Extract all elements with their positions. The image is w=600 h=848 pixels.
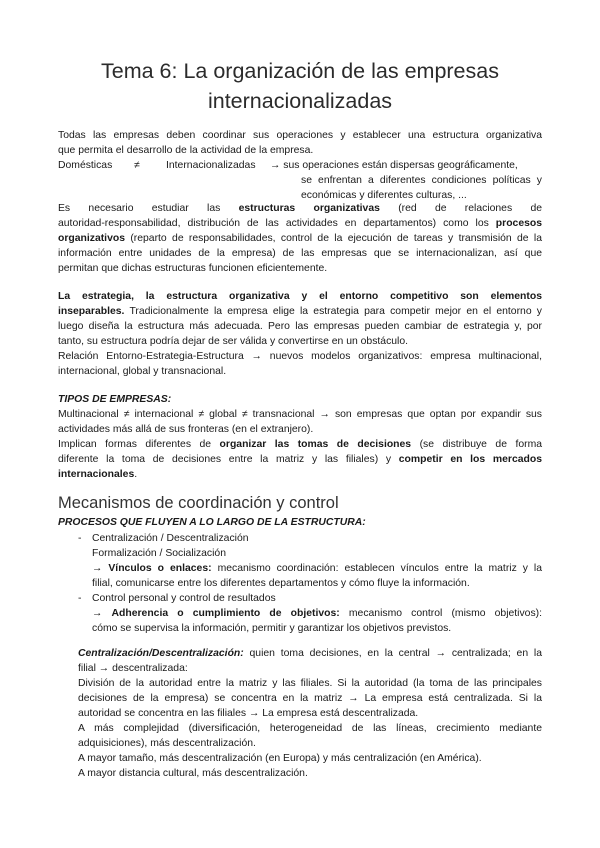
tipos-heading: TIPOS DE EMPRESAS: [58, 394, 172, 405]
bullet1-line-1: Centralización / Descentralización [92, 533, 249, 544]
tipos-line-4: diferente la toma de decisiones entre la matriz y las filiales) y competir en los mercados [58, 454, 542, 465]
central-line-2: filial → descentralizada: [78, 663, 188, 674]
para3-line-5: Relación Entorno-Estrategia-Estructura → nuevos modelos organizativos: empresa multinacional, [58, 351, 542, 362]
para3-line-4: tanto, su estructura podría dejar de ser válida y convertirse en un obstáculo. [58, 336, 409, 347]
mecanismos-heading: Mecanismos de coordinación y control [58, 494, 339, 512]
central-line-6: A más complejidad (diversificación, heterogeneidad de las líneas, crecimiento mediante [78, 723, 542, 734]
central-line-8: A mayor tamaño, más descentralización (en Europa) y más centralización (en América). [78, 753, 482, 764]
tipos-line-5: internacionales. [58, 469, 138, 480]
para2-line-1: Es necesario estudiar las estructuras organizativas (red de relaciones de [58, 203, 543, 214]
central-line-7: adquisiciones), más descentralización. [78, 738, 256, 749]
bullet1-line-2: Formalización / Socialización [92, 548, 226, 559]
bullet2-line-3: cómo se supervisa la información, permitir y garantizar los objetivos previstos. [92, 623, 452, 634]
central-line-9: A mayor distancia cultural, más descentralización. [78, 768, 308, 779]
title-line-1: Tema 6: La organización de las empresas [101, 59, 499, 83]
para3-line-2: inseparables. Tradicionalmente la empresa elige la estrategia para competir mejor en el entorno y [58, 306, 542, 317]
bullet1-line-3: → Vínculos o enlaces: mecanismo coordinación: establecen vínculos entre la matriz y la [92, 563, 543, 574]
bullet2-line-1: Control personal y control de resultados [92, 593, 276, 604]
internacionalizadas-desc-1: → sus operaciones están dispersas geográficamente, [270, 160, 518, 171]
page-title [58, 56, 542, 116]
bullet-dash-2: - [78, 593, 82, 604]
tipos-line-3: Implican formas diferentes de organizar las tomas de decisiones (se distribuye de forma [58, 439, 543, 450]
para2-line-2: autoridad-responsabilidad, distribución de las actividades en departamentos) como los procesos [58, 218, 542, 229]
neq-symbol: ≠ [134, 160, 140, 171]
central-line-5: autoridad se concentra en las filiales → La empresa está descentralizada. [78, 708, 419, 719]
internacionalizadas-label: Internacionalizadas [166, 160, 256, 171]
intro-line-2: que permita el desarrollo de la actividad de la empresa. [58, 145, 314, 156]
bullet1-line-4: filial, comunicarse entre los diferentes departamentos y cómo fluye la información. [92, 578, 470, 589]
para3-line-1: La estrategia, la estructura organizativa y el entorno competitivo son elementos [58, 291, 542, 302]
title-line-2: internacionalizadas [207, 89, 393, 113]
para3-line-6: internacional, global y transnacional. [58, 366, 227, 377]
bullet-dash-1: - [78, 533, 82, 544]
tipos-line-1: Multinacional ≠ internacional ≠ global ≠ transnacional → son empresas que optan por expandir sus [58, 409, 542, 420]
intro-line-1: Todas las empresas deben coordinar sus operaciones y establecer una estructura organizativa [58, 130, 542, 141]
para2-line-4: información entre unidades de la empresa) de las empresas que se internacionalizan, así que [58, 248, 542, 259]
para2-line-5: permitan que dichas estructuras funcionen eficientemente. [58, 263, 328, 274]
para2-line-3: organizativos (reparto de responsabilidades, control de la ejecución de tareas y transmisión de la [58, 233, 542, 244]
domesticas-label: Domésticas [58, 160, 113, 171]
tipos-line-2: actividades más allá de sus fronteras (en el extranjero). [58, 424, 314, 435]
central-line-4: decisiones de la empresa) se concentra en la matriz → La empresa está centralizada. Si la [78, 693, 542, 704]
para3-line-3: luego diseña la estructura más adecuada. Pero las empresas pueden cambiar de estrategia y, por [58, 321, 542, 332]
internacionalizadas-desc-3: económicas y diferentes culturas, ... [301, 190, 467, 201]
central-line-1: Centralización/Descentralización: quien toma decisiones, en la central → centralizada; en la [78, 648, 542, 659]
bullet2-line-2: → Adherencia o cumplimiento de objetivos: mecanismo control (mismo objetivos): [92, 608, 543, 619]
central-line-3: División de la autoridad entre la matriz y las filiales. Si la autoridad (la toma de las principales [78, 678, 542, 689]
internacionalizadas-desc-2: se enfrentan a diferentes condiciones políticas y [301, 175, 542, 186]
procesos-subheading: PROCESOS QUE FLUYEN A LO LARGO DE LA ESTRUCTURA: [58, 517, 366, 528]
